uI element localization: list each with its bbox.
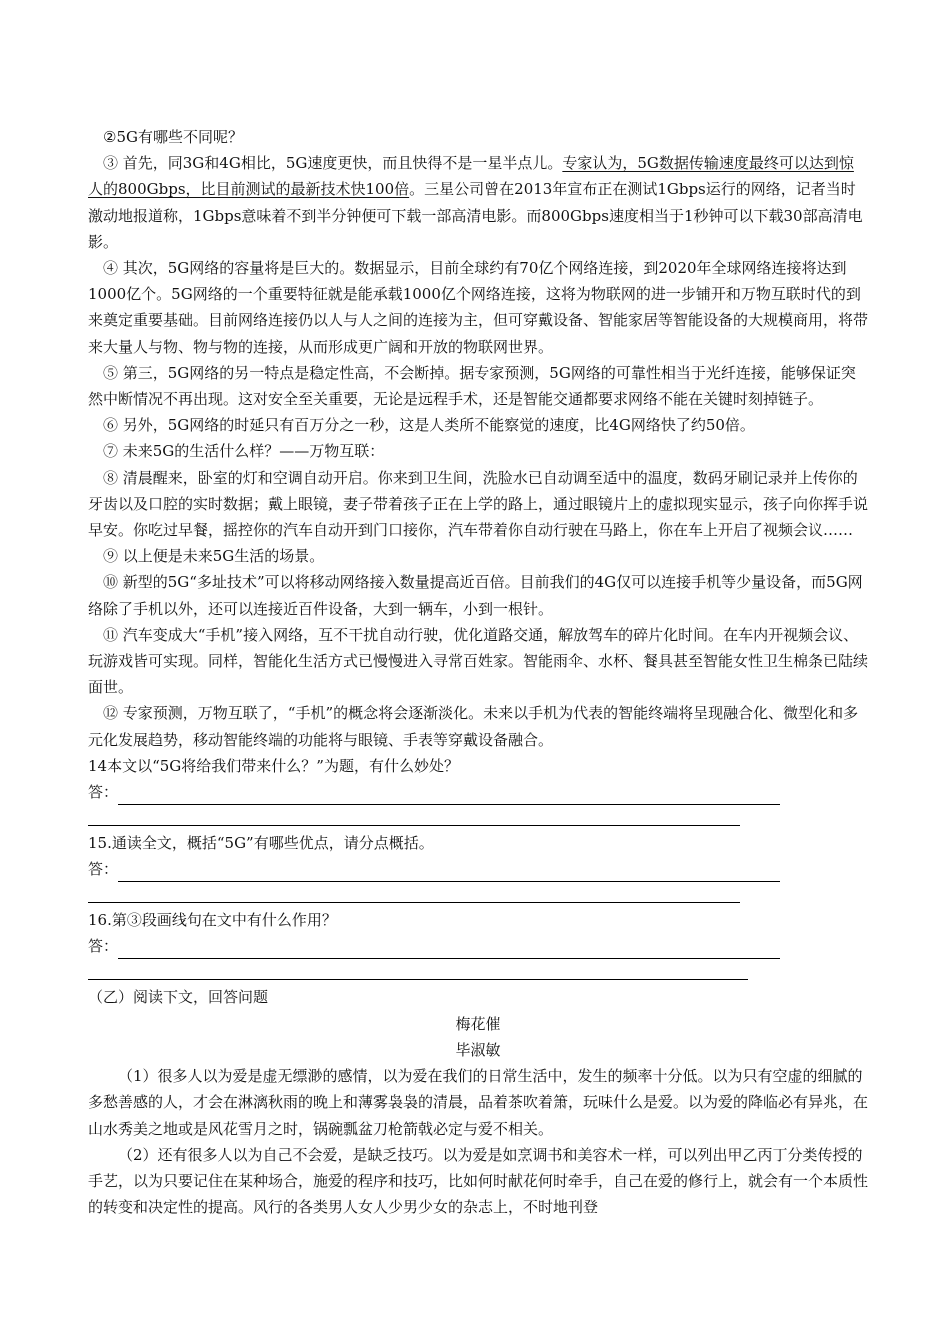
underlined-sentence: 专家认为，5G数据传输速度最终可以达到惊人的800Gbps，比目前测试的最新技术快100倍 xyxy=(88,154,854,199)
answer-14-line-2[interactable] xyxy=(88,805,740,826)
article-paragraph-1: （1）很多人以为爱是虚无缥渺的感情，以为爱在我们的日常生活中，发生的频率十分低。以为只有空虚的细腻的多愁善感的人，才会在淋漓秋雨的晚上和薄雾袅袅的清晨，品着茶吹着箫，玩味什么是爱。以为爱的降临必有异兆，在山水秀美之地或是风花雪月之时，锅碗瓢盆刀枪箭戟必定与爱不相关。 xyxy=(88,1067,869,1138)
section-b-intro: （乙）阅读下文，回答问题 xyxy=(88,988,269,1007)
answer-15-line-2[interactable] xyxy=(88,882,740,903)
answer-label: 答： xyxy=(88,860,119,879)
paragraph-7: ⑦ 未来5G的生活什么样？——万物互联： xyxy=(103,442,385,461)
article-title: 梅花催 xyxy=(455,1014,501,1033)
answer-rule xyxy=(118,786,780,805)
document-content xyxy=(88,124,868,1220)
paragraph-9: ⑨ 以上便是未来5G生活的场景。 xyxy=(103,547,325,566)
article-paragraph-2: （2）还有很多人以为自己不会爱，是缺乏技巧。以为爱是如烹调书和美容术一样，可以列出甲乙丙丁分类传授的手艺，以为只要记住在某种场合，施爱的程序和技巧，比如何时献花何时牵手，自己在爱的修行上，就会有一个本质性的转变和决定性的提高。风行的各类男人女人少男少女的杂志上，不时地刊登 xyxy=(88,1145,869,1217)
paragraph-2: ②5G有哪些不同呢？ xyxy=(103,128,243,146)
paragraph-10: ⑩ 新型的5G“多址技术”可以将移动网络接入数量提高近百倍。目前我们的4G仅可以连接手机等少量设备，而5G网络除了手机以外，还可以连接近百件设备，大到一辆车，小到一根针。 xyxy=(88,573,863,618)
paragraph-4: ④ 其次，5G网络的容量将是巨大的。数据显示，目前全球约有70亿个网络连接，到2020年全球网络连接将达到1000亿个。5G网络的一个重要特征就是能承载1000亿个网络连接，这将为物联网的进一步铺开和万物互联时代的到来奠定重要基础。目前网络连接仍以人与人之间的连接为主，但可穿戴设备、智能家居等智能设备的大规模商用，将带来大量人与物、物与物的连接，从而形成更广阔和开放的物联网世界。 xyxy=(88,259,869,356)
answer-label: 答： xyxy=(88,937,119,956)
question-14: 14本文以“5G将给我们带来什么？”为题，有什么妙处？ xyxy=(88,756,459,775)
paragraph-3 xyxy=(88,150,868,255)
paragraph-5: ⑤ 第三，5G网络的另一特点是稳定性高，不会断掉。据专家预测，5G网络的可靠性相当于光纤连接，能够保证突然中断情况不再出现。这对安全至关重要，无论是远程手术，还是智能交通都要求网络不能在关键时刻掉链子。 xyxy=(88,363,856,409)
answer-label: 答： xyxy=(88,782,119,801)
answer-14-line-1[interactable] xyxy=(88,779,868,805)
answer-16-line-1[interactable] xyxy=(88,933,868,959)
paragraph-3-intro: ③ 首先，同3G和4G相比，5G速度更快，而且快得不是一星半点儿。 xyxy=(103,154,563,173)
question-15: 15.通读全文，概括“5G”有哪些优点，请分点概括。 xyxy=(88,834,434,853)
paragraph-12: ⑫ 专家预测，万物互联了，“手机”的概念将会逐渐淡化。未来以手机为代表的智能终端将呈现融合化、微型化和多元化发展趋势，移动智能终端的功能将与眼镜、手表等穿戴设备融合。 xyxy=(88,704,859,749)
answer-15-line-1[interactable] xyxy=(88,856,868,882)
paragraph-11: ⑪ 汽车变成大“手机”接入网络，互不干扰自动行驶，优化道路交通，解放驾车的碎片化时间。在车内开视频会议、玩游戏皆可实现。同样，智能化生活方式已慢慢进入寻常百姓家。智能雨伞、水杯、餐具甚至智能女性卫生棉条已陆续面世。 xyxy=(88,625,869,697)
paragraph-6: ⑥ 另外，5G网络的时延只有百万分之一秒，这是人类所不能察觉的速度，比4G网络快了约50倍。 xyxy=(103,416,755,435)
question-16: 16.第③段画线句在文中有什么作用？ xyxy=(88,911,337,930)
article-author: 毕淑敏 xyxy=(455,1040,501,1059)
answer-16-line-2[interactable] xyxy=(88,959,748,980)
paragraph-8: ⑧ 清晨醒来，卧室的灯和空调自动开启。你来到卫生间，洗脸水已自动调至适中的温度，数码牙刷记录并上传你的牙齿以及口腔的实时数据；戴上眼镜，妻子带着孩子正在上学的路上，通过眼镜片上的虚拟现实显示，孩子向你挥手说早安。你吃过早餐，摇控你的汽车自动开到门口接你，汽车带着你自动行驶在马路上，你在车上开启了视频会议…… xyxy=(88,468,869,540)
answer-rule xyxy=(118,940,780,959)
paragraph-3-rest: 。三星公司曾在2013年宣布正在测试1Gbps运行的网络，记者当时激动地报道称，1Gbps意味着不到半分钟便可下载一部高清电影。而800Gbps速度相当于1秒钟可以下载30部高清电影。 xyxy=(88,180,863,251)
answer-rule xyxy=(118,863,780,882)
